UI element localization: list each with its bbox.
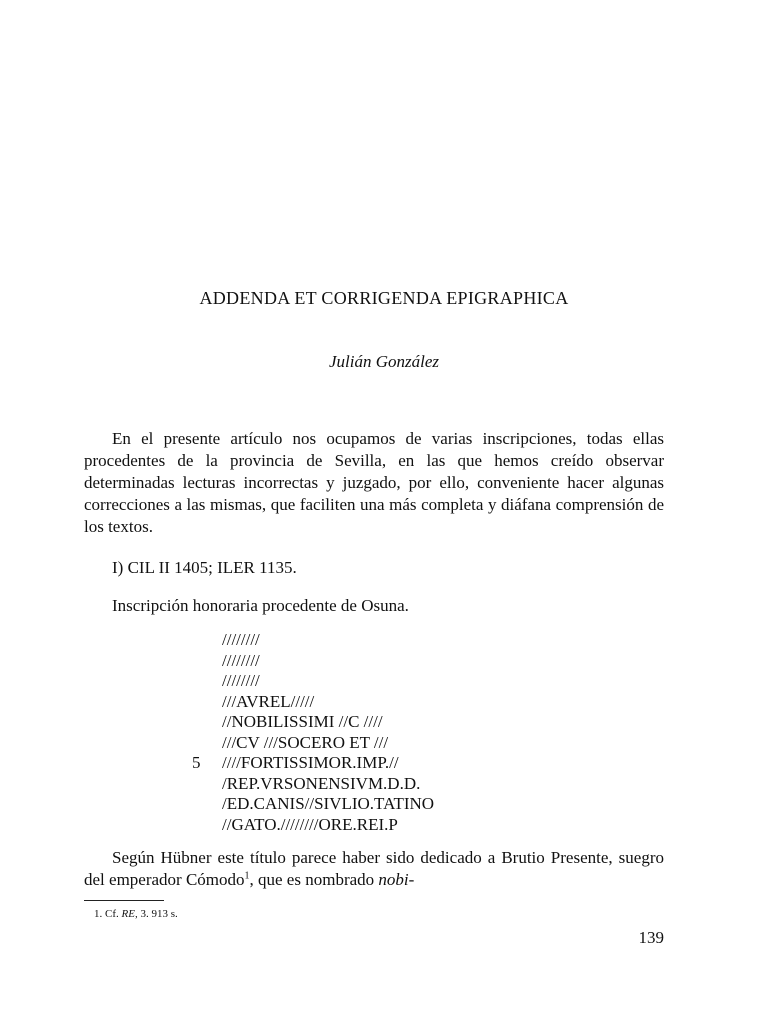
inscription-line: 5 ////FORTISSIMOR.IMP.// [192,753,399,772]
inscription-line: ///AVREL///// [222,691,315,711]
inscription-line: //////// [222,671,260,690]
line-number-marker: 5 [192,753,201,772]
intro-paragraph: En el presente artículo nos ocupamos de varias inscripciones, todas ellas procedentes de la provincia de Sevilla, en las que hemos creído observar determinadas lecturas incorrectas y juzgado, por ello, conveniente hacer algunas correcciones a las mismas, que faciliten una más completa y diáfana comprensión de los textos. [84,429,664,536]
inscription-line: /REP.VRSONENSIVM.D.D. [222,773,421,793]
footnote: 1. Cf. RE, 3. 913 s. [94,908,178,920]
inscription-line: //////// [222,630,260,649]
footnote-reference[interactable]: 1 [244,870,250,882]
section-intro: Inscripción honoraria procedente de Osuna. [112,596,409,615]
section-heading: I) CIL II 1405; ILER 1135. [112,558,297,577]
commentary-paragraph: Según Hübner este título parece haber sido dedicado a Brutio Presente, suegro del emperador Cómodo$^1$, que es nombrado nobi- [84,848,664,889]
footnote-divider [84,900,164,901]
inscription-text [192,630,435,835]
inscription-line: //NOBILISSIMI //C //// [222,712,383,731]
inscription-line: //////// [222,650,260,670]
author-name: Julián González [328,352,440,371]
page-number: 139 [638,928,664,947]
article-title: ADDENDA ET CORRIGENDA EPIGRAPHICA [199,288,569,308]
inscription-line: /ED.CANIS//SIVLIO.TATINO [222,794,435,813]
inscription-line: //GATO.////////ORE.REI.P [222,814,398,834]
inscription-line: ///CV ///SOCERO ET /// [222,732,389,752]
